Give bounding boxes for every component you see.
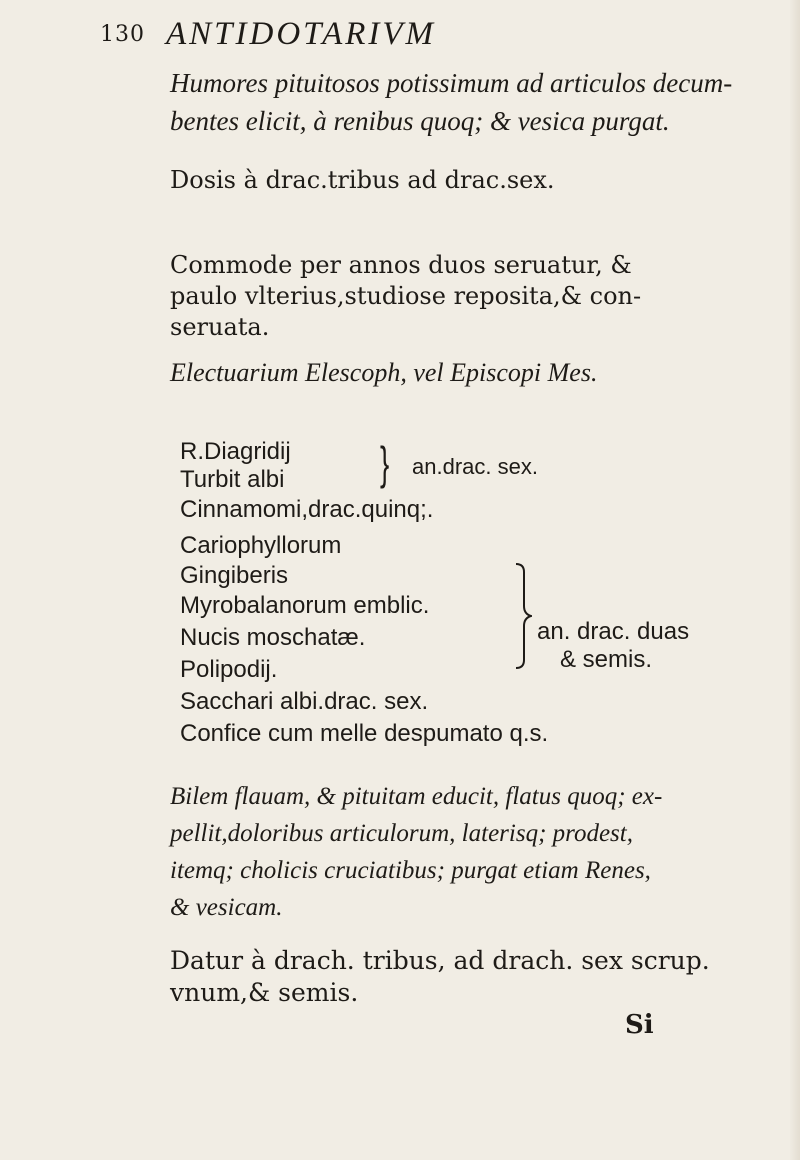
ingredient-line: R.Diagridij	[180, 438, 291, 465]
text-line: pellit,doloribus articulorum, laterisq; prodest,	[170, 820, 633, 847]
ingredient-line: Gingiberis	[180, 562, 289, 589]
text-line: Humores pituitosos potissimum ad articulos decum-	[170, 68, 733, 98]
ingredient-line: Turbit albi	[180, 466, 285, 493]
page-number: 130	[100, 22, 145, 47]
running-title: ANTIDOTARIVM	[166, 16, 437, 52]
dose-group-2: an. drac. duas	[537, 618, 690, 645]
recipe-heading	[170, 358, 760, 388]
instruction-line: Confice cum melle despumato q.s.	[180, 720, 549, 747]
text-line: seruata.	[170, 313, 270, 341]
ingredient-line: Cariophyllorum	[180, 532, 342, 559]
catchword: Si	[625, 1010, 654, 1040]
text-line: itemq; cholicis cruciatibus; purgat etiam Renes,	[170, 857, 651, 884]
final-dose-paragraph	[170, 945, 760, 1009]
brace-large	[512, 562, 532, 670]
text-line: Datur à drach. tribus, ad drach. sex scrup.	[170, 946, 710, 975]
ingredient-line: Sacchari albi.drac. sex.	[180, 688, 429, 715]
ingredient-line: Polipodij.	[180, 656, 278, 683]
brace-small: }	[380, 437, 390, 489]
dose-paragraph	[170, 166, 760, 194]
dose-group-2-continued: & semis.	[560, 646, 653, 673]
text-line: Commode per annos duos seruatur, &	[170, 251, 632, 279]
dose-group-1: an.drac. sex.	[412, 454, 538, 479]
intro-paragraph	[170, 64, 760, 140]
text-line: bentes elicit, à renibus quoq; & vesica purgat.	[170, 106, 670, 136]
page-header	[100, 14, 700, 54]
storage-paragraph	[170, 250, 760, 343]
ingredient-line: Cinnamomi,drac.quinq;.	[180, 496, 434, 523]
ingredient-line: Nucis moschatæ.	[180, 624, 366, 651]
recipe-block	[180, 437, 780, 760]
heading-text: Electuarium Elescoph, vel Episcopi Mes.	[170, 358, 598, 387]
text-line: Bilem flauam, & pituitam educit, flatus quoq; ex-	[170, 783, 663, 810]
text-line: & vesicam.	[170, 894, 283, 921]
text-line: paulo vlterius,studiose reposita,& con-	[170, 282, 642, 310]
text-line: Dosis à drac.tribus ad drac.sex.	[170, 166, 555, 194]
ingredient-line: Myrobalanorum emblic.	[180, 592, 430, 619]
page-edge	[790, 0, 800, 1160]
indications-paragraph	[170, 778, 760, 926]
text-line: vnum,& semis.	[170, 978, 359, 1007]
